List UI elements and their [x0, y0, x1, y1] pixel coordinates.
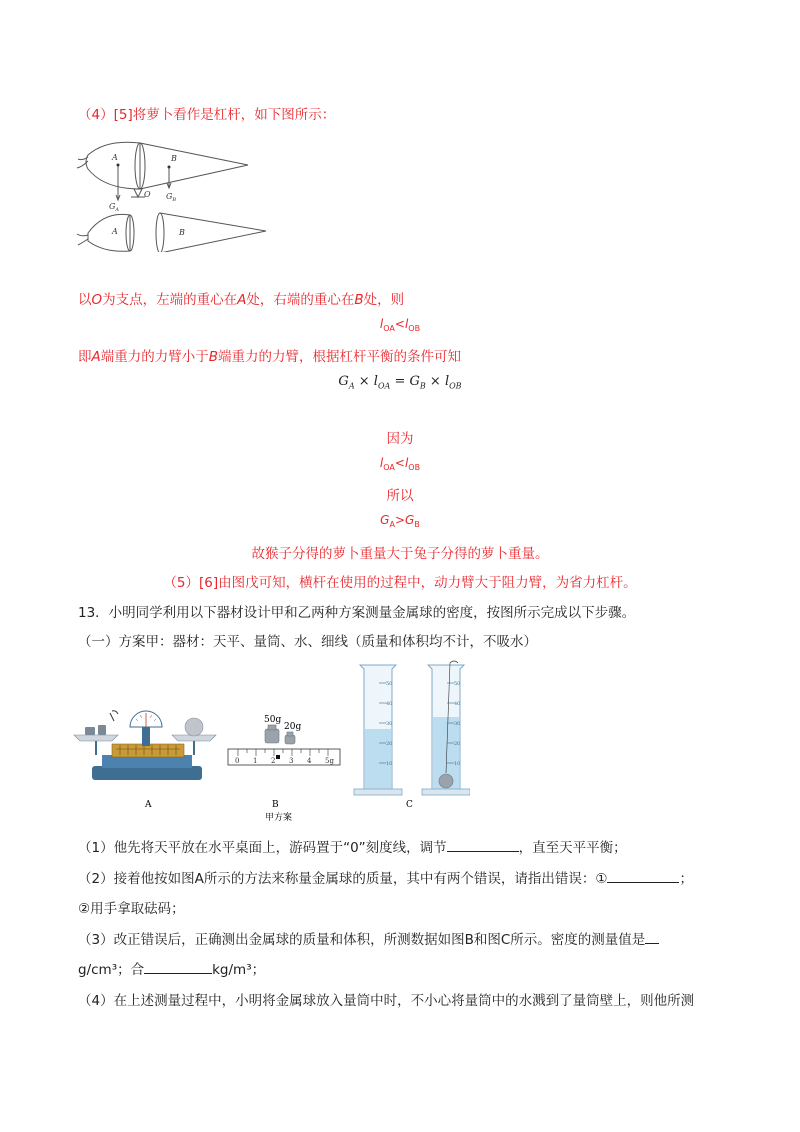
- fulcrum-statement: 以O为支点，左端的重心在A处，右端的重心在B处，则: [78, 292, 405, 308]
- cyl1-tick-40: 40: [386, 701, 393, 707]
- scale-tick-0: 0: [235, 757, 240, 765]
- answer-blank-3a[interactable]: [645, 929, 659, 944]
- answer-blank-3b[interactable]: [144, 959, 212, 974]
- part5-answer: （5）[6]由图戊可知，横杆在使用的过程中，动力臂大于阻力臂，为省力杠杆。: [163, 575, 637, 591]
- label-b-half: B: [179, 228, 185, 237]
- question-4: （4）在上述测量过程中，小明将金属球放入量筒中时，不小心将量筒中的水溅到了量筒壁上，则他所测: [78, 993, 695, 1009]
- part4-heading: （4）[5]将萝卜看作是杠杆，如下图所示：: [78, 107, 336, 123]
- center-of-gravity-b: [168, 166, 171, 169]
- answer-blank-1[interactable]: [447, 837, 519, 852]
- figure-label-b: B: [272, 800, 279, 810]
- center-of-gravity-a: [117, 164, 120, 167]
- weights-and-slider-scale: [228, 715, 340, 765]
- inequality-ga-gb: $G_A>G_B$: [380, 513, 420, 529]
- balance-scale: [74, 711, 216, 780]
- label-a: A: [112, 153, 118, 162]
- cyl2-tick-40: 40: [454, 701, 461, 707]
- plan-a-equipment: （一）方案甲：器材：天平、量筒、水、细线（质量和体积均不计，不吸水）: [78, 634, 537, 650]
- cyl1-tick-10: 10: [386, 761, 393, 767]
- because-label: 因为: [386, 431, 414, 447]
- cyl2-tick-10: 10: [454, 761, 461, 767]
- question-13-title: 13．小明同学利用以下器材设计甲和乙两种方案测量金属球的密度，按图所示完成以下步骤。: [78, 605, 636, 621]
- cyl1-tick-50: 50: [386, 681, 393, 687]
- weight-50g-label: 50g: [264, 715, 282, 725]
- question-2: （2）接着他按如图A所示的方法来称量金属球的质量，其中有两个错误，请指出错误：① ；: [78, 867, 693, 887]
- figure-label-a: A: [145, 800, 152, 810]
- carrot-lever-figure: [76, 137, 276, 252]
- cyl1-tick-20: 20: [386, 741, 393, 747]
- label-o: O: [144, 190, 151, 199]
- graduated-cylinder-with-ball: [422, 661, 470, 795]
- label-a-half: A: [112, 227, 118, 236]
- scale-tick-1: 1: [253, 757, 258, 765]
- inequality-loa-lob-2: $l_{OA}<l_{OB}$: [379, 456, 421, 472]
- question-2-second-error: ②用手拿取砝码；: [78, 901, 185, 917]
- cyl2-tick-20: 20: [454, 741, 461, 747]
- figure-label-c: C: [406, 800, 413, 810]
- figure-caption: 甲方案: [265, 813, 293, 823]
- scale-tick-2: 2: [271, 757, 276, 765]
- label-b: B: [171, 154, 177, 163]
- cyl2-tick-50: 50: [454, 681, 461, 687]
- density-experiment-figure: [70, 655, 470, 825]
- scale-tick-5g: 5g: [325, 757, 334, 765]
- inequality-loa-lob-1: $l_{OA}<l_{OB}$: [379, 317, 421, 333]
- weight-20g-label: 20g: [284, 722, 302, 732]
- scale-tick-4: 4: [307, 757, 312, 765]
- cyl1-tick-30: 30: [386, 721, 393, 727]
- cyl2-tick-30: 30: [454, 721, 461, 727]
- graduated-cylinder-water: [354, 665, 402, 795]
- lever-balance-equation: $G_A \times l_{OA} = G_B \times l_{OB}$: [338, 374, 462, 391]
- slider-rider: [276, 755, 280, 759]
- label-ga: $G_A$: [109, 202, 120, 213]
- scale-tick-3: 3: [289, 757, 294, 765]
- conclusion-text: 故猴子分得的萝卜重量大于兔子分得的萝卜重量。: [251, 546, 549, 562]
- so-label: 所以: [386, 488, 414, 504]
- label-gb: $G_B$: [166, 192, 177, 203]
- question-3-units: g/cm³；合 kg/m³；: [78, 958, 265, 978]
- question-1: （1）他先将天平放在水平桌面上，游码置于“0”刻度线，调节 ，直至天平平衡；: [78, 836, 627, 856]
- answer-blank-2[interactable]: [607, 868, 679, 883]
- moment-arm-statement: 即A端重力的力臂小于B端重力的力臂，根据杠杆平衡的条件可知: [78, 349, 462, 365]
- question-3: （3）改正错误后，正确测出金属球的质量和体积，所测数据如图B和图C所示。密度的测量值是: [78, 928, 659, 948]
